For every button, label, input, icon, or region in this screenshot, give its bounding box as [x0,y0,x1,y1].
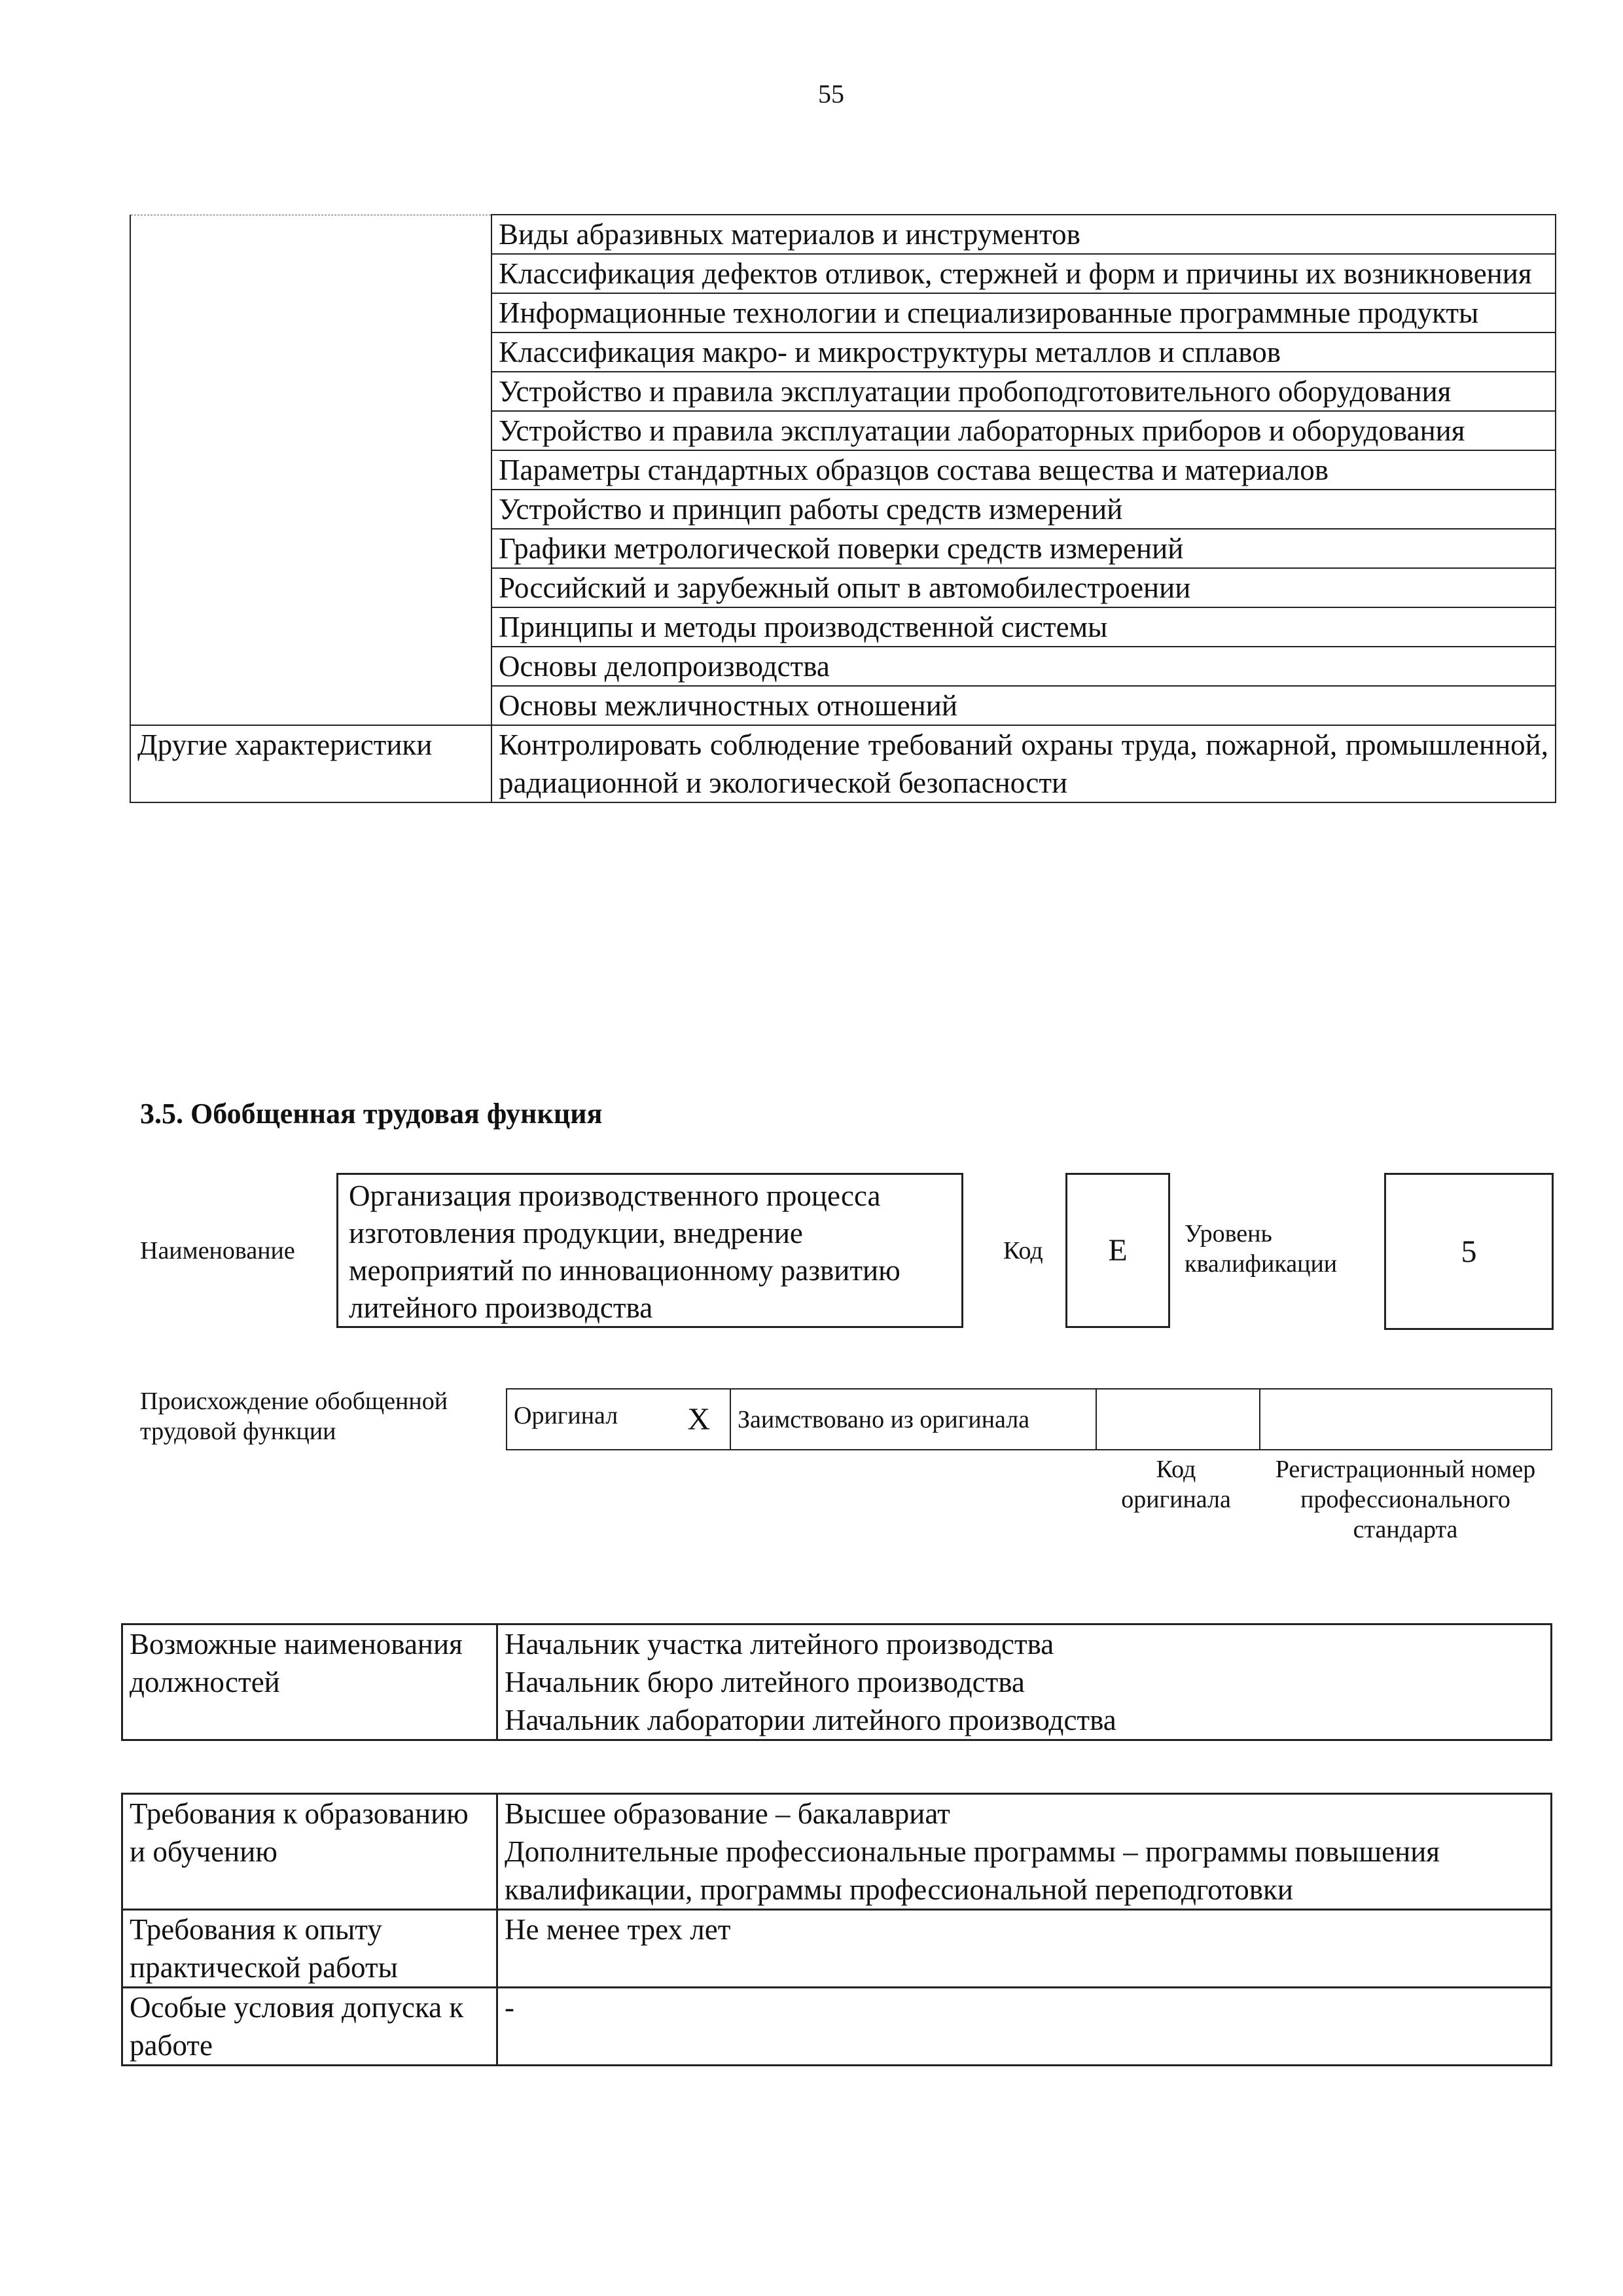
table-row [130,725,1556,802]
requirement-line: - [505,1991,514,2024]
knowledge-item: Основы делопроизводства [491,647,1556,686]
level-label: Уровень квалификации [1185,1220,1338,1278]
knowledge-item: Виды абразивных материалов и инструментов [491,215,1556,254]
knowledge-item: Устройство и принцип работы средств измерений [491,490,1556,529]
name-label: Наименование [140,1237,295,1265]
origin-code-cell [1096,1389,1260,1450]
table-row [122,1988,1552,2066]
positions-table [121,1623,1552,1741]
requirement-label: Требования к образованию и обучению [122,1794,497,1910]
knowledge-table [130,214,1556,803]
section-heading: 3.5. Обобщенная трудовая функция [140,1098,603,1130]
requirement-line: Дополнительные профессиональные программы – программы повышения квалификации, программы профессиональной переподготовки [505,1835,1440,1906]
positions-label: Возможные наименования должностей [122,1624,497,1740]
knowledge-item: Классификация дефектов отливок, стержней и форм и причины их возникновения [491,254,1556,293]
knowledge-item: Параметры стандартных образцов состава вещества и материалов [491,450,1556,490]
knowledge-item: Устройство и правила эксплуатации пробоподготовительного оборудования [491,372,1556,411]
table-row [122,1794,1552,1910]
requirement-label: Особые условия допуска к работе [122,1988,497,2066]
requirement-value [497,1794,1552,1910]
origin-original: Оригинал [514,1402,618,1429]
other-label: Другие характеристики [130,725,491,802]
origin-label: Происхождение обобщенной трудовой функции [140,1388,448,1445]
requirement-line: Высшее образование – бакалавриат [505,1797,950,1830]
code-label: Код [1003,1237,1043,1265]
code-value: E [1065,1173,1170,1328]
origin-mark: X [687,1402,710,1437]
origin-borrowed: Заимствовано из оригинала [730,1389,1096,1450]
level-value: 5 [1384,1173,1554,1330]
origin-reg-caption: Регистрационный номер профессионального стандарта [1275,1456,1536,1543]
positions-list [497,1624,1552,1740]
knowledge-item: Российский и зарубежный опыт в автомобилестроении [491,568,1556,607]
name-value: Организация производственного процесса изготовления продукции, внедрение мероприятий по инновационному развитию литейного производства [336,1173,963,1328]
knowledge-item: Графики метрологической поверки средств измерений [491,529,1556,568]
knowledge-item: Принципы и методы производственной системы [491,607,1556,647]
requirement-value [497,1988,1552,2066]
origin-original-cell [507,1389,730,1450]
requirements-table [121,1793,1552,2066]
table-row [122,1910,1552,1988]
table-row [130,215,1556,254]
knowledge-item: Информационные технологии и специализированные программные продукты [491,293,1556,332]
origin-code-caption: Код оригинала [1121,1456,1231,1513]
position-item: Начальник участка литейного производства [505,1628,1054,1660]
page-number: 55 [818,79,844,109]
other-value: Контролировать соблюдение требований охраны труда, пожарной, промышленной, радиационной и экологической безопасности [491,725,1556,802]
requirement-label: Требования к опыту практической работы [122,1910,497,1988]
knowledge-item: Основы межличностных отношений [491,686,1556,725]
requirement-line: Не менее трех лет [505,1913,731,1946]
position-item: Начальник бюро литейного производства [505,1666,1025,1698]
position-item: Начальник лаборатории литейного производства [505,1704,1116,1736]
knowledge-item: Классификация макро- и микроструктуры металлов и сплавов [491,332,1556,372]
knowledge-item: Устройство и правила эксплуатации лабораторных приборов и оборудования [491,411,1556,450]
origin-reg-cell [1260,1389,1552,1450]
empty-label-cell [130,215,491,725]
origin-table [506,1388,1552,1450]
requirement-value [497,1910,1552,1988]
